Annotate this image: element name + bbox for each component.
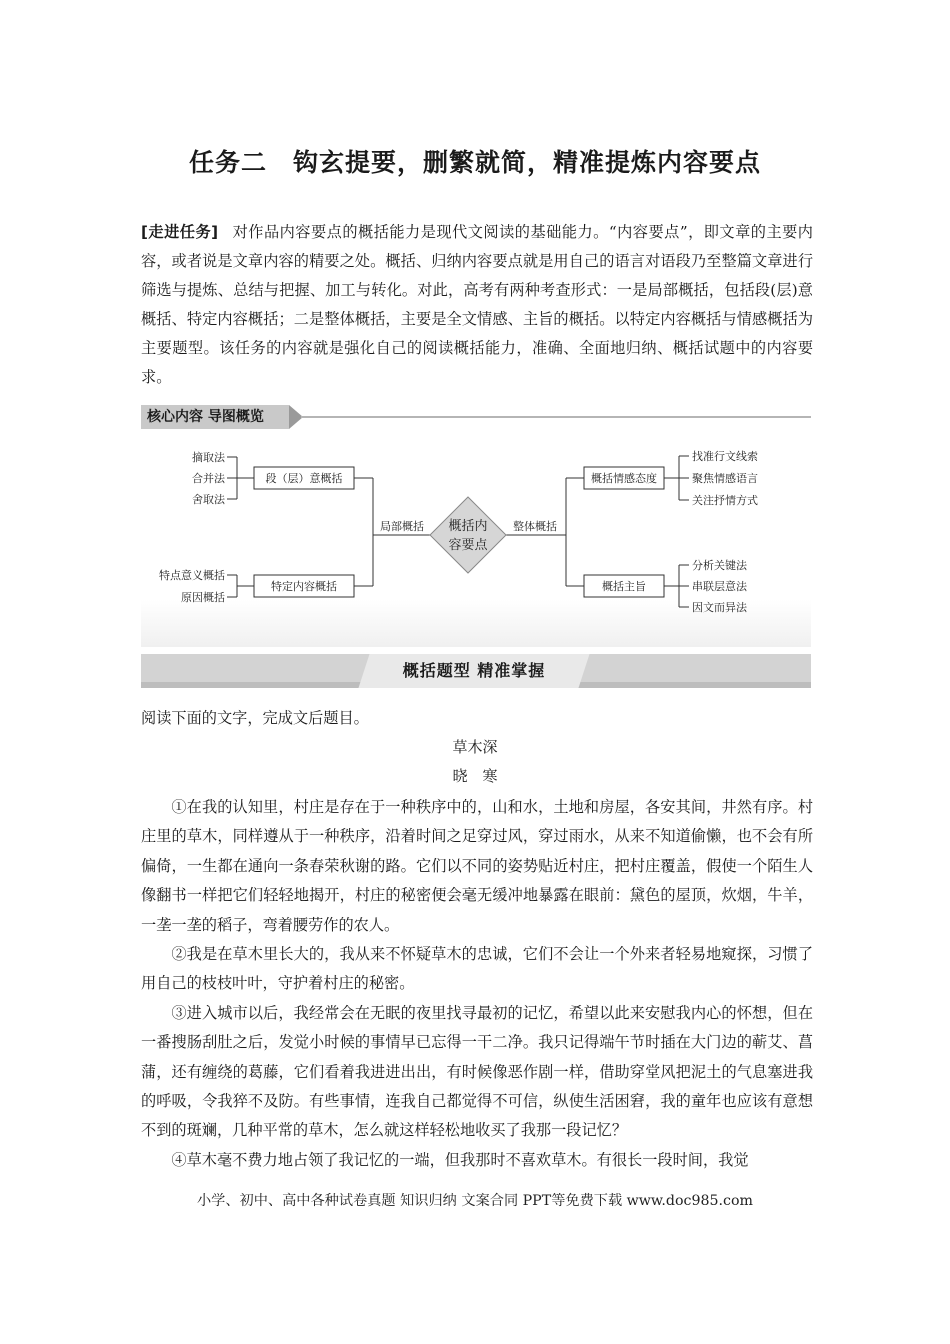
method-label: 舍取法 <box>192 493 225 506</box>
method-label: 串联层意法 <box>692 580 747 593</box>
center-line2: 容要点 <box>448 538 488 553</box>
page-title <box>0 143 950 179</box>
task-name: 钩玄提要，删繁就简，精准提炼内容要点 <box>293 148 762 177</box>
method-label: 因文而异法 <box>692 601 747 614</box>
reading-instruction: 阅读下面的文字，完成文后题目。 <box>141 709 369 727</box>
intro-text: 对作品内容要点的概括能力是现代文阅读的基础能力。“内容要点”，即文章的主要内容，或者说是文章内容的精要之处。概括、归纳内容要点就是用自己的语言对语段乃至整篇文章进行筛选与提炼、总结与把握、加工与转化。对此，高考有两种考查形式：一是局部概括，包括段(层)意概括、特定内容概括；二是整体概括，主要是全文情感、主旨的概括。以特定内容概括与情感概括为主要题型。该任务的内容就是强化自己的阅读概括能力，准确、全面地归纳、概括试题中的内容要求。 <box>141 223 813 386</box>
theme-box-label: 概括主旨 <box>602 580 646 593</box>
article-paragraph: ④草木毫不费力地占领了我记忆的一端，但我那时不喜欢草木。有很长一段时间，我觉 <box>171 1150 749 1169</box>
section-header-practice <box>141 654 811 688</box>
method-label: 合并法 <box>192 472 225 485</box>
right-branch-label: 整体概括 <box>513 520 557 533</box>
article-body <box>141 793 813 1175</box>
footer-watermark: 小学、初中、高中各种试卷真题 知识归纳 文案合同 PPT等免费下载 www.doc985.com <box>196 1193 753 1209</box>
task-number: 任务二 <box>188 148 267 177</box>
method-label: 分析关键法 <box>692 559 747 572</box>
section-label: 概括题型 精准掌握 <box>402 661 546 680</box>
mind-map <box>141 432 811 647</box>
section-header-core <box>141 405 811 429</box>
article-paragraph: ②我是在草木里长大的，我从来不怀疑草木的忠诚，它们不会让一个外来者轻易地窥探，习惯了用自己的枝枝叶叶，守护着村庄的秘密。 <box>141 945 813 993</box>
emotion-box-label: 概括情感态度 <box>591 472 657 485</box>
mind-map-diagram <box>141 432 811 647</box>
method-label: 摘取法 <box>192 451 225 464</box>
intro-paragraph <box>141 218 813 392</box>
article-author: 晓 寒 <box>452 767 498 785</box>
left-branch-label: 局部概括 <box>380 520 424 533</box>
article-paragraph: ①在我的认知里，村庄是存在于一种秩序中的，山和水，土地和房屋，各安其间，井然有序。村庄里的草木，同样遵从于一种秩序，沿着时间之足穿过风，穿过雨水，从来不知道偷懒，也不会有所偏倚，一生都在通向一条春荣秋谢的路。它们以不同的姿势贴近村庄，把村庄覆盖，假使一个陌生人像翻书一样把它们轻轻地揭开，村庄的秘密便会毫无缓冲地暴露在眼前：黛色的屋顶，炊烟，牛羊，一垄一垄的稻子，弯着腰劳作的农人。 <box>141 798 813 934</box>
method-label: 聚焦情感语言 <box>692 472 758 485</box>
center-line1: 概括内 <box>448 519 488 534</box>
article-title: 草木深 <box>452 738 498 756</box>
method-label: 关注抒情方式 <box>692 494 758 507</box>
method-label: 特点意义概括 <box>159 569 225 582</box>
paragraph-box-label: 段（层）意概括 <box>265 472 343 485</box>
section-label: 核心内容 导图概览 <box>141 405 289 429</box>
article-paragraph: ③进入城市以后，我经常会在无眠的夜里找寻最初的记忆，希望以此来安慰我内心的怀想，但在一番搜肠刮肚之后，发觉小时候的事情早已忘得一干二净。我只记得端午节时插在大门边的蕲艾、菖蒲，还有缠绕的葛藤，它们看着我进进出出，有时候像恶作剧一样，借助穿堂风把泥土的气息塞进我的呼吸，令我猝不及防。有些事情，连我自己都觉得不可信，纵使生活困窘，我的童年也应该有意想不到的斑斓，几种平常的草木，怎么就这样轻松地收买了我那一段记忆？ <box>141 1003 813 1140</box>
divider <box>301 416 811 418</box>
intro-tag: [走进任务] <box>141 223 219 241</box>
method-label: 找准行文线索 <box>692 450 758 463</box>
method-label: 原因概括 <box>181 591 225 604</box>
specific-box-label: 特定内容概括 <box>271 580 337 593</box>
